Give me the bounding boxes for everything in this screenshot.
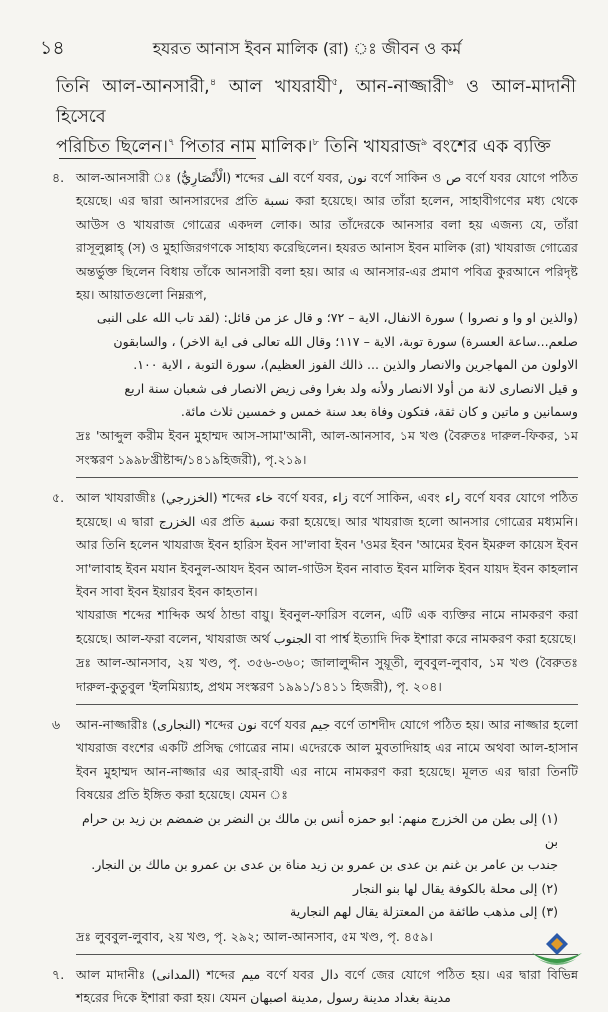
footnote-4 xyxy=(46,166,578,478)
footnote-number: ৬ xyxy=(52,716,61,732)
footnote-paragraph: আল খাযরাজীঃ (الخزرجي) শব্দের خاء বর্ণে যবর, زاء বর্ণে সাকিন, এবং راء বর্ণে যবর যোগে পঠিত হয়েছে। এ দ্বারা الخزرج এর প্রতি نسبة করা হয়েছে। আর খাযরাজ হলো আনসার গোত্রের মধ্যমনি। আর তিনি হলেন খাযরাজ ইবন হারিস ইবন সা'লাবা ইবন 'ওমর ইবন 'আমের ইবন ইমরুল কায়েস ইবন সা'লাবাহ ইবন মযান ইবনুল-আযদ ইবন আল-গাউস ইবন নাবাত ইবন মালিক ইবন যায়দ ইবন কাহলান ইবন সাবা ইবন ইয়ারব ইবন কাহতান। xyxy=(76,490,578,599)
footnote-6 xyxy=(46,713,578,955)
running-title: হযরত আনাস ইবন মালিক (রা) ঃ জীবন ও কর্ম xyxy=(152,39,462,58)
arabic-list xyxy=(76,807,578,924)
page-header xyxy=(40,34,574,60)
footnote-number: ৪. xyxy=(52,170,65,185)
main-text xyxy=(56,72,576,162)
footnote-source: দ্রঃ আল-আনসাব, ২য় খণ্ড, পৃ. ৩৫৬-৩৬০; জালালুদ্দীন সুয়ূতী, লুববুল-লুবাব, ১ম খণ্ড (বৈরুতঃ দারুল-কুতুবুল 'ইলমিয়্যাহ, প্রথম সংস্করণ ১৯৯১/১৪১১ হিজরী), পৃ. ২০৪। xyxy=(76,651,578,705)
page-number: ১৪ xyxy=(40,37,65,59)
footnote-paragraph: খাযরাজ শব্দের শাব্দিক অর্থ ঠান্ডা বায়ু। ইবনুল-ফারিস বলেন, এটি এক ব্যক্তির নামে নামকরণ করা হয়েছে। আল-ফরা বলেন, খাযরাজ অর্থ الجنوب বা পার্শ্ব ইত্যাদি দিক ইশারা করে নামকরণ করা হয়েছে। xyxy=(76,607,578,646)
footnote-source: দ্রঃ লুববুল-লুবাব, ২য় খণ্ড, পৃ. ২৯২; আল-আনসাব, ৫ম খণ্ড, পৃ. ৪৫৯। xyxy=(76,925,578,955)
list-item: جندب بن عامر بن غنم بن عدى بن عمرو بن زيد مناة بن عدى بن عمرو بن مالك بن النجار. xyxy=(91,857,558,873)
main-text-line: তিনি আল-আনসারী,$^৪$ আল খাযরাযী$^৫$, আন-নাজ্জারী$^৬$ ও আল-মাদানী হিসেবে xyxy=(56,77,576,127)
footnote-number: ৭. xyxy=(52,967,65,982)
footnote-source: দ্রঃ 'আব্দুল করীম ইবন মুহাম্মদ আস-সামা'আনী, আল-আনসাব, ১ম খণ্ড (বৈরুতঃ দারুল-ফিকর, ১ম সংস্করণ ১৯৯৮খ্রীষ্টাব্দ/১৪১৯হিজরী), পৃ.২১৯। xyxy=(76,424,578,478)
footnote-5 xyxy=(46,486,578,705)
list-item: (١) إلى بطن من الخزرج منهم: ابو حمزه أنس بن مالك بن النضر بن ضمضم بن زيد بن حرام بن xyxy=(81,810,558,849)
footnote-7 xyxy=(46,963,578,1010)
arabic-quote: (والذين او وا و نصروا ) سورة الانفال، الاية – ٧٢؛ و قال عز من قائل: (لقد تاب الله على النبى صلعم...ساعة العسرة) سورة توبة، الاية – ١١٧؛ وقال الله تعالى فى اية الاخر) ، والسابقون الاولون من المهاجرين والانصار والذين ... ذالك الفوز العظيم)، سورة التوبة ، الاية ١٠٠. و قيل الانصارى لانة من أولا الانصار ولأنه ولد بغرا وفى زيض الانصار فى شعبان سنة اربع وسمانين و ماتين و كان ثقة، فتكون وفاة بعد سنة خمس و خمسين ثلاث مائة. xyxy=(96,310,578,420)
footnote-paragraph: আল মাদানীঃ (المدانى) শব্দের ميم বর্ণে যবর دال বর্ণে জের যোগে পঠিত হয়। এর দ্বারা বিভিন্ন শহরের দিকে ইশারা করা হয়। যেমন مدينة بغداد مدينة رسول ,مدينة اصبهان xyxy=(76,967,579,1006)
main-text-line: পরিচিত ছিলেন।$^৭$ পিতার নাম মালিক।$^৮$ তিনি খাযরাজ$^৯$ বংশের এক ব্যক্তি xyxy=(56,137,551,157)
footnote-paragraph: আল-আনসারী ঃ (الْأَنْصَارِيُّ) শব্দের الف বর্ণে যবর, نون বর্ণে সাকিন ও ص বর্ণে যবর যোগে পঠিত হয়েছে। এর দ্বারা আনসারদের প্রতি نسبة করা হয়েছে। আর তাঁরা হলেন, সাহাবীগণের মধ্য থেকে আউস ও খাযরাজ গোত্রের একদল লোক। আর তাঁদেরকে আনসার বলা হয় এজন্য যে, তাঁরা রাসূলুল্লাহ্ (স) ও মুহাজিরগণকে সাহায্য করেছিলেন। হযরত আনাস ইবন মালিক (রা) খাযরাজ গোত্রের অন্তর্ভুক্ত ছিলেন বিধায় তাঁকে আনসারী বলা হয়। আর এ আনসার-এর প্রমাণ পবিত্র কুরআনে পরিদৃষ্ট হয়। আয়াতগুলো নিম্নরূপ, xyxy=(76,170,579,303)
footnotes xyxy=(46,166,578,1012)
list-item: (٣) إلى مذهب طائفة من المعتزلة يقال لهم النجارية xyxy=(289,904,558,920)
list-item: (٢) إلى محلة بالكوفة يقال لها بنو النجار xyxy=(352,880,558,896)
footnote-number: ৫. xyxy=(52,490,65,506)
footnote-paragraph: আন-নাজ্জারীঃ (النجارى) শব্দের نون বর্ণে যবর جيم বর্ণে তাশদীদ যোগে পঠিত হয়। আর নাজ্জার হলো খাযরাজ বংশের একটি প্রসিদ্ধ গোত্রের নাম। এদেরকে আল মুবতাদিয়াহ এর নামে অথবা আল-হাসান ইবন মুহাম্মদ আন-নাজ্জার এর আর্-রাযী এর নামে নামকরণ করা হয়েছে। মূলত এর দ্বারা তিনটি বিষয়ের প্রতি ইঙ্গিত করা হয়েছে। যেমন ঃ xyxy=(76,716,579,803)
footnote-divider xyxy=(59,158,256,159)
publisher-logo-icon xyxy=(528,929,586,973)
